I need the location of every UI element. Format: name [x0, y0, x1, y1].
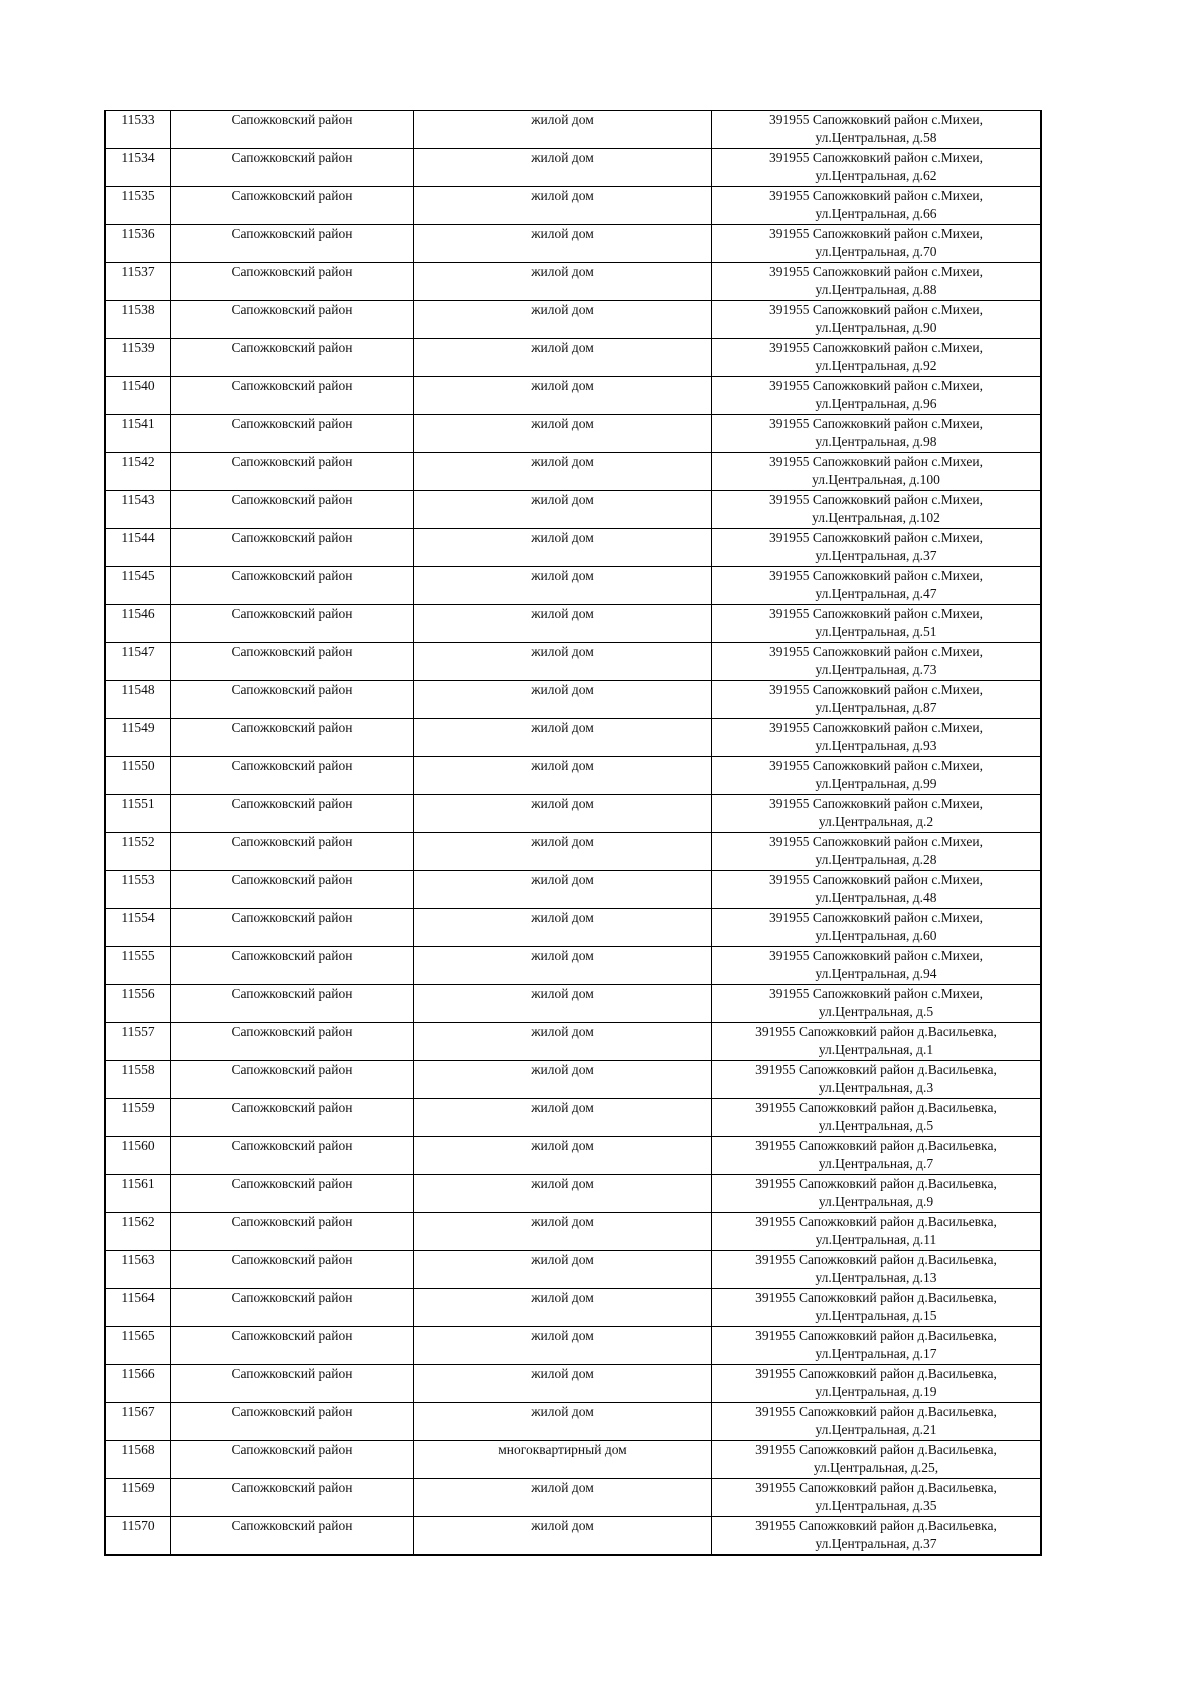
row-number-cell: 11537	[105, 263, 171, 301]
table-row	[105, 833, 1041, 871]
object-type-cell: жилой дом	[414, 1099, 712, 1137]
object-type-cell: жилой дом	[414, 681, 712, 719]
row-number-cell: 11552	[105, 833, 171, 871]
address-cell	[712, 719, 1042, 757]
address-line-1: 391955 Сапожковкий район д.Васильевка,	[755, 1062, 997, 1077]
object-type-cell: жилой дом	[414, 1061, 712, 1099]
address-cell	[712, 833, 1042, 871]
object-type-cell: жилой дом	[414, 1137, 712, 1175]
address-cell	[712, 1137, 1042, 1175]
object-type-cell: жилой дом	[414, 909, 712, 947]
object-type-cell: жилой дом	[414, 225, 712, 263]
address-cell	[712, 415, 1042, 453]
row-number-cell: 11568	[105, 1441, 171, 1479]
address-cell	[712, 757, 1042, 795]
address-cell	[712, 1479, 1042, 1517]
address-line-2: ул.Центральная, д.13	[815, 1270, 937, 1285]
address-cell	[712, 909, 1042, 947]
table-row	[105, 339, 1041, 377]
table-row	[105, 1403, 1041, 1441]
address-cell	[712, 1175, 1042, 1213]
object-type-cell: жилой дом	[414, 111, 712, 149]
address-line-1: 391955 Сапожковкий район с.Михеи,	[769, 150, 983, 165]
row-number-cell: 11561	[105, 1175, 171, 1213]
address-line-1: 391955 Сапожковкий район д.Васильевка,	[755, 1328, 997, 1343]
object-type-cell: жилой дом	[414, 985, 712, 1023]
address-line-2: ул.Центральная, д.15	[815, 1308, 937, 1323]
row-number-cell: 11570	[105, 1517, 171, 1556]
address-cell	[712, 1403, 1042, 1441]
address-line-1: 391955 Сапожковкий район с.Михеи,	[769, 948, 983, 963]
address-line-1: 391955 Сапожковкий район с.Михеи,	[769, 834, 983, 849]
district-cell: Сапожковский район	[171, 1061, 414, 1099]
address-cell	[712, 453, 1042, 491]
row-number-cell: 11545	[105, 567, 171, 605]
table-row	[105, 529, 1041, 567]
district-cell: Сапожковский район	[171, 149, 414, 187]
table-row	[105, 567, 1041, 605]
object-type-cell: жилой дом	[414, 567, 712, 605]
address-line-2: ул.Центральная, д.9	[818, 1194, 934, 1209]
address-line-2: ул.Центральная, д.11	[815, 1232, 937, 1247]
row-number-cell: 11551	[105, 795, 171, 833]
object-type-cell: жилой дом	[414, 1213, 712, 1251]
address-cell	[712, 1023, 1042, 1061]
row-number-cell: 11544	[105, 529, 171, 567]
address-line-2: ул.Центральная, д.7	[818, 1156, 934, 1171]
address-line-2: ул.Центральная, д.47	[815, 586, 937, 601]
address-line-2: ул.Центральная, д.17	[815, 1346, 937, 1361]
address-line-2: ул.Центральная, д.48	[815, 890, 937, 905]
address-line-2: ул.Центральная, д.93	[815, 738, 937, 753]
district-cell: Сапожковский район	[171, 187, 414, 225]
address-line-1: 391955 Сапожковкий район д.Васильевка,	[755, 1290, 997, 1305]
object-type-cell: жилой дом	[414, 1479, 712, 1517]
address-line-1: 391955 Сапожковкий район с.Михеи,	[769, 530, 983, 545]
district-cell: Сапожковский район	[171, 947, 414, 985]
address-line-1: 391955 Сапожковкий район с.Михеи,	[769, 264, 983, 279]
address-line-1: 391955 Сапожковкий район с.Михеи,	[769, 910, 983, 925]
table-row	[105, 491, 1041, 529]
row-number-cell: 11547	[105, 643, 171, 681]
address-line-1: 391955 Сапожковкий район с.Михеи,	[769, 112, 983, 127]
address-line-2: ул.Центральная, д.60	[815, 928, 937, 943]
address-line-2: ул.Центральная, д.19	[815, 1384, 937, 1399]
table-row	[105, 719, 1041, 757]
object-type-cell: жилой дом	[414, 1517, 712, 1556]
address-line-2: ул.Центральная, д.102	[812, 510, 940, 525]
district-cell: Сапожковский район	[171, 795, 414, 833]
row-number-cell: 11549	[105, 719, 171, 757]
district-cell: Сапожковский район	[171, 1175, 414, 1213]
address-line-2: ул.Центральная, д.62	[815, 168, 937, 183]
address-cell	[712, 529, 1042, 567]
district-cell: Сапожковский район	[171, 225, 414, 263]
row-number-cell: 11538	[105, 301, 171, 339]
row-number-cell: 11553	[105, 871, 171, 909]
district-cell: Сапожковский район	[171, 1327, 414, 1365]
address-line-1: 391955 Сапожковкий район д.Васильевка,	[755, 1442, 997, 1457]
address-line-1: 391955 Сапожковкий район д.Васильевка,	[755, 1480, 997, 1495]
address-line-2: ул.Центральная, д.92	[815, 358, 937, 373]
address-line-2: ул.Центральная, д.21	[815, 1422, 937, 1437]
address-cell	[712, 1327, 1042, 1365]
address-line-1: 391955 Сапожковкий район д.Васильевка,	[755, 1100, 997, 1115]
address-line-1: 391955 Сапожковкий район с.Михеи,	[769, 568, 983, 583]
row-number-cell: 11546	[105, 605, 171, 643]
address-cell	[712, 947, 1042, 985]
object-type-cell: жилой дом	[414, 1251, 712, 1289]
object-type-cell: жилой дом	[414, 1023, 712, 1061]
object-type-cell: жилой дом	[414, 301, 712, 339]
district-cell: Сапожковский район	[171, 1289, 414, 1327]
object-type-cell: жилой дом	[414, 833, 712, 871]
object-type-cell: жилой дом	[414, 339, 712, 377]
district-cell: Сапожковский район	[171, 643, 414, 681]
district-cell: Сапожковский район	[171, 833, 414, 871]
district-cell: Сапожковский район	[171, 1213, 414, 1251]
registry-table-body	[105, 111, 1041, 1556]
district-cell: Сапожковский район	[171, 1365, 414, 1403]
row-number-cell: 11559	[105, 1099, 171, 1137]
address-line-2: ул.Центральная, д.94	[815, 966, 937, 981]
district-cell: Сапожковский район	[171, 1251, 414, 1289]
row-number-cell: 11533	[105, 111, 171, 149]
row-number-cell: 11543	[105, 491, 171, 529]
row-number-cell: 11554	[105, 909, 171, 947]
object-type-cell: жилой дом	[414, 1403, 712, 1441]
address-line-2: ул.Центральная, д.58	[815, 130, 937, 145]
table-row	[105, 1023, 1041, 1061]
address-cell	[712, 795, 1042, 833]
district-cell: Сапожковский район	[171, 719, 414, 757]
district-cell: Сапожковский район	[171, 1099, 414, 1137]
address-line-2: ул.Центральная, д.88	[815, 282, 937, 297]
row-number-cell: 11555	[105, 947, 171, 985]
district-cell: Сапожковский район	[171, 491, 414, 529]
address-line-2: ул.Центральная, д.37	[815, 548, 937, 563]
district-cell: Сапожковский район	[171, 757, 414, 795]
address-cell	[712, 301, 1042, 339]
row-number-cell: 11569	[105, 1479, 171, 1517]
row-number-cell: 11558	[105, 1061, 171, 1099]
row-number-cell: 11557	[105, 1023, 171, 1061]
object-type-cell: жилой дом	[414, 1289, 712, 1327]
table-row	[105, 187, 1041, 225]
table-row	[105, 757, 1041, 795]
district-cell: Сапожковский район	[171, 377, 414, 415]
address-line-1: 391955 Сапожковкий район с.Михеи,	[769, 606, 983, 621]
row-number-cell: 11539	[105, 339, 171, 377]
table-row	[105, 111, 1041, 149]
district-cell: Сапожковский район	[171, 605, 414, 643]
table-row	[105, 1175, 1041, 1213]
district-cell: Сапожковский район	[171, 1517, 414, 1556]
address-line-1: 391955 Сапожковкий район с.Михеи,	[769, 492, 983, 507]
address-cell	[712, 985, 1042, 1023]
address-line-1: 391955 Сапожковкий район с.Михеи,	[769, 758, 983, 773]
address-cell	[712, 111, 1042, 149]
registry-table	[104, 110, 1042, 1556]
district-cell: Сапожковский район	[171, 339, 414, 377]
address-line-1: 391955 Сапожковкий район с.Михеи,	[769, 454, 983, 469]
address-cell	[712, 1213, 1042, 1251]
table-row	[105, 985, 1041, 1023]
district-cell: Сапожковский район	[171, 415, 414, 453]
address-line-2: ул.Центральная, д.2	[818, 814, 934, 829]
address-cell	[712, 225, 1042, 263]
address-line-1: 391955 Сапожковкий район с.Михеи,	[769, 302, 983, 317]
table-row	[105, 225, 1041, 263]
object-type-cell: жилой дом	[414, 795, 712, 833]
address-cell	[712, 1517, 1042, 1556]
address-line-1: 391955 Сапожковкий район с.Михеи,	[769, 720, 983, 735]
object-type-cell: жилой дом	[414, 643, 712, 681]
address-line-1: 391955 Сапожковкий район с.Михеи,	[769, 340, 983, 355]
table-row	[105, 263, 1041, 301]
row-number-cell: 11550	[105, 757, 171, 795]
address-cell	[712, 643, 1042, 681]
row-number-cell: 11536	[105, 225, 171, 263]
address-line-2: ул.Центральная, д.28	[815, 852, 937, 867]
address-cell	[712, 1251, 1042, 1289]
address-line-2: ул.Центральная, д.99	[815, 776, 937, 791]
address-line-1: 391955 Сапожковкий район с.Михеи,	[769, 416, 983, 431]
district-cell: Сапожковский район	[171, 681, 414, 719]
object-type-cell: жилой дом	[414, 1175, 712, 1213]
district-cell: Сапожковский район	[171, 1023, 414, 1061]
object-type-cell: жилой дом	[414, 757, 712, 795]
district-cell: Сапожковский район	[171, 1479, 414, 1517]
address-line-1: 391955 Сапожковкий район с.Михеи,	[769, 378, 983, 393]
table-row	[105, 909, 1041, 947]
row-number-cell: 11541	[105, 415, 171, 453]
address-line-2: ул.Центральная, д.73	[815, 662, 937, 677]
object-type-cell: жилой дом	[414, 491, 712, 529]
address-cell	[712, 1061, 1042, 1099]
object-type-cell: жилой дом	[414, 719, 712, 757]
address-cell	[712, 491, 1042, 529]
address-line-1: 391955 Сапожковкий район д.Васильевка,	[755, 1366, 997, 1381]
object-type-cell: жилой дом	[414, 187, 712, 225]
table-row	[105, 947, 1041, 985]
table-row	[105, 1099, 1041, 1137]
district-cell: Сапожковский район	[171, 453, 414, 491]
address-line-1: 391955 Сапожковкий район д.Васильевка,	[755, 1404, 997, 1419]
district-cell: Сапожковский район	[171, 263, 414, 301]
address-cell	[712, 605, 1042, 643]
table-row	[105, 149, 1041, 187]
object-type-cell: жилой дом	[414, 605, 712, 643]
address-line-1: 391955 Сапожковкий район д.Васильевка,	[755, 1176, 997, 1191]
address-line-2: ул.Центральная, д.90	[815, 320, 937, 335]
row-number-cell: 11563	[105, 1251, 171, 1289]
object-type-cell: жилой дом	[414, 263, 712, 301]
object-type-cell: жилой дом	[414, 453, 712, 491]
table-row	[105, 1061, 1041, 1099]
address-line-2: ул.Центральная, д.3	[818, 1080, 934, 1095]
row-number-cell: 11567	[105, 1403, 171, 1441]
address-line-1: 391955 Сапожковкий район д.Васильевка,	[755, 1024, 997, 1039]
object-type-cell: жилой дом	[414, 1327, 712, 1365]
table-row	[105, 1137, 1041, 1175]
table-row	[105, 1441, 1041, 1479]
address-line-2: ул.Центральная, д.51	[815, 624, 937, 639]
row-number-cell: 11566	[105, 1365, 171, 1403]
object-type-cell: многоквартирный дом	[414, 1441, 712, 1479]
object-type-cell: жилой дом	[414, 947, 712, 985]
address-cell	[712, 149, 1042, 187]
address-line-2: ул.Центральная, д.87	[815, 700, 937, 715]
address-line-2: ул.Центральная, д.25,	[813, 1460, 939, 1475]
address-line-1: 391955 Сапожковкий район д.Васильевка,	[755, 1138, 997, 1153]
address-cell	[712, 263, 1042, 301]
row-number-cell: 11535	[105, 187, 171, 225]
object-type-cell: жилой дом	[414, 871, 712, 909]
address-cell	[712, 1365, 1042, 1403]
district-cell: Сапожковский район	[171, 985, 414, 1023]
address-cell	[712, 339, 1042, 377]
address-line-2: ул.Центральная, д.37	[815, 1536, 937, 1551]
address-cell	[712, 567, 1042, 605]
district-cell: Сапожковский район	[171, 909, 414, 947]
address-line-1: 391955 Сапожковкий район д.Васильевка,	[755, 1252, 997, 1267]
table-row	[105, 1213, 1041, 1251]
address-line-1: 391955 Сапожковкий район д.Васильевка,	[755, 1518, 997, 1533]
object-type-cell: жилой дом	[414, 1365, 712, 1403]
table-row	[105, 871, 1041, 909]
row-number-cell: 11564	[105, 1289, 171, 1327]
table-row	[105, 301, 1041, 339]
row-number-cell: 11556	[105, 985, 171, 1023]
address-line-2: ул.Центральная, д.100	[812, 472, 940, 487]
address-line-2: ул.Центральная, д.96	[815, 396, 937, 411]
address-line-2: ул.Центральная, д.1	[818, 1042, 934, 1057]
table-row	[105, 377, 1041, 415]
address-line-2: ул.Центральная, д.5	[818, 1004, 934, 1019]
address-cell	[712, 1289, 1042, 1327]
object-type-cell: жилой дом	[414, 377, 712, 415]
address-line-1: 391955 Сапожковкий район с.Михеи,	[769, 644, 983, 659]
address-line-2: ул.Центральная, д.35	[815, 1498, 937, 1513]
district-cell: Сапожковский район	[171, 1403, 414, 1441]
table-row	[105, 1479, 1041, 1517]
address-line-2: ул.Центральная, д.70	[815, 244, 937, 259]
district-cell: Сапожковский район	[171, 111, 414, 149]
address-cell	[712, 1441, 1042, 1479]
row-number-cell: 11542	[105, 453, 171, 491]
table-row	[105, 1251, 1041, 1289]
table-row	[105, 453, 1041, 491]
table-row	[105, 415, 1041, 453]
table-row	[105, 605, 1041, 643]
address-line-1: 391955 Сапожковкий район д.Васильевка,	[755, 1214, 997, 1229]
district-cell: Сапожковский район	[171, 871, 414, 909]
address-line-1: 391955 Сапожковкий район с.Михеи,	[769, 188, 983, 203]
address-line-1: 391955 Сапожковкий район с.Михеи,	[769, 796, 983, 811]
address-cell	[712, 681, 1042, 719]
district-cell: Сапожковский район	[171, 567, 414, 605]
table-row	[105, 1289, 1041, 1327]
table-row	[105, 1365, 1041, 1403]
object-type-cell: жилой дом	[414, 149, 712, 187]
district-cell: Сапожковский район	[171, 301, 414, 339]
row-number-cell: 11565	[105, 1327, 171, 1365]
district-cell: Сапожковский район	[171, 1441, 414, 1479]
row-number-cell: 11560	[105, 1137, 171, 1175]
table-row	[105, 681, 1041, 719]
table-row	[105, 795, 1041, 833]
address-cell	[712, 871, 1042, 909]
address-cell	[712, 187, 1042, 225]
row-number-cell: 11540	[105, 377, 171, 415]
district-cell: Сапожковский район	[171, 529, 414, 567]
address-line-2: ул.Центральная, д.98	[815, 434, 937, 449]
district-cell: Сапожковский район	[171, 1137, 414, 1175]
address-line-1: 391955 Сапожковкий район с.Михеи,	[769, 986, 983, 1001]
address-line-1: 391955 Сапожковкий район с.Михеи,	[769, 872, 983, 887]
object-type-cell: жилой дом	[414, 529, 712, 567]
address-line-2: ул.Центральная, д.5	[818, 1118, 934, 1133]
address-cell	[712, 1099, 1042, 1137]
address-line-1: 391955 Сапожковкий район с.Михеи,	[769, 226, 983, 241]
address-line-1: 391955 Сапожковкий район с.Михеи,	[769, 682, 983, 697]
row-number-cell: 11548	[105, 681, 171, 719]
row-number-cell: 11534	[105, 149, 171, 187]
address-cell	[712, 377, 1042, 415]
address-line-2: ул.Центральная, д.66	[815, 206, 937, 221]
row-number-cell: 11562	[105, 1213, 171, 1251]
table-row	[105, 1327, 1041, 1365]
table-row	[105, 643, 1041, 681]
table-row	[105, 1517, 1041, 1556]
object-type-cell: жилой дом	[414, 415, 712, 453]
